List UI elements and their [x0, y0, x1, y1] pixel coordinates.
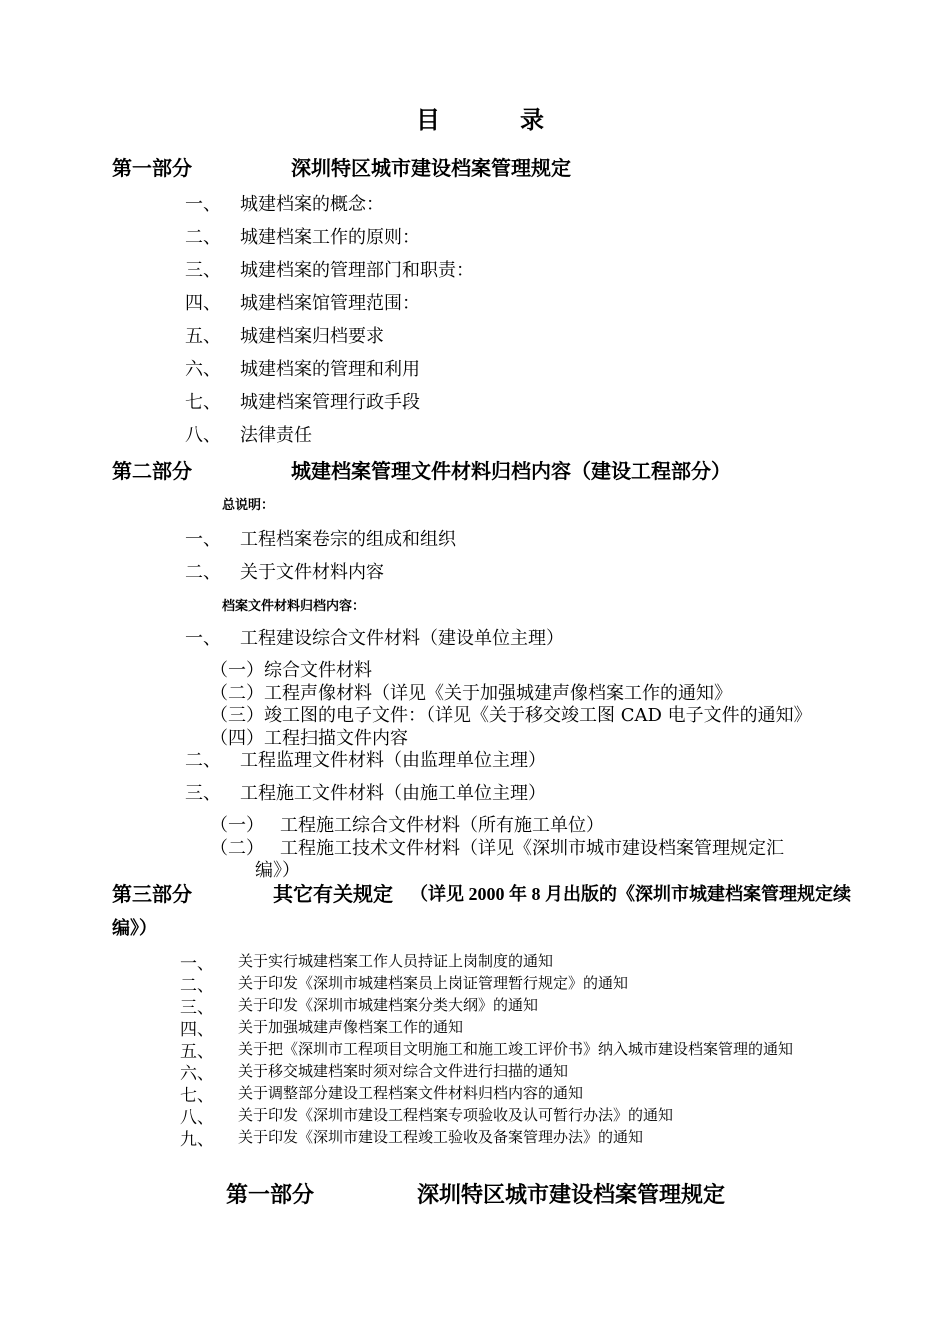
- part1-item-num: 四、: [185, 293, 221, 314]
- general-item-text: 关于文件材料内容: [240, 562, 384, 583]
- general-item-text: 工程档案卷宗的组成和组织: [240, 529, 456, 550]
- construction-subitem-num: （一）: [210, 815, 264, 836]
- filing-item-num: 三、: [185, 783, 221, 804]
- regulation-item-text: 关于印发《深圳市城建档案员上岗证管理暂行规定》的通知: [238, 974, 629, 992]
- regulation-item-text: 关于印发《深圳市城建档案分类大纲》的通知: [238, 996, 539, 1014]
- part1-item-num: 七、: [185, 392, 221, 413]
- regulation-item-text: 关于调整部分建设工程档案文件材料归档内容的通知: [238, 1084, 584, 1102]
- filing-subitem: （一）综合文件材料: [210, 660, 372, 681]
- part2-title: 城建档案管理文件材料归档内容（建设工程部分）: [291, 459, 731, 483]
- part1-item-num: 六、: [185, 359, 221, 380]
- regulation-item-num: 七、: [180, 1086, 214, 1106]
- general-note-heading: 总说明：: [222, 498, 275, 513]
- part3-title-continuation: 编》）: [112, 918, 157, 938]
- filing-item-num: 一、: [185, 628, 221, 649]
- regulation-item-num: 四、: [180, 1020, 214, 1040]
- part1-item-num: 五、: [185, 326, 221, 347]
- part2-label: 第二部分: [112, 459, 192, 483]
- regulation-item-text: 关于印发《深圳市建设工程档案专项验收及认可暂行办法》的通知: [238, 1106, 674, 1124]
- construction-subitem-text: 工程施工综合文件材料（所有施工单位）: [280, 815, 604, 836]
- part1-item-text: 城建档案馆管理范围：: [240, 293, 420, 314]
- regulation-item-num: 六、: [180, 1064, 214, 1084]
- section-heading-label: 第一部分: [226, 1183, 315, 1208]
- part1-item-text: 城建档案的概念：: [240, 194, 384, 215]
- general-item-num: 二、: [185, 562, 221, 583]
- part1-item-text: 城建档案工作的原则：: [240, 227, 420, 248]
- part1-label: 第一部分: [112, 156, 192, 180]
- part3-label: 第三部分: [112, 882, 192, 906]
- general-item-num: 一、: [185, 529, 221, 550]
- construction-subitem-num: （二）: [210, 838, 264, 859]
- part3-title: 其它有关规定: [273, 882, 393, 906]
- regulation-item-text: 关于加强城建声像档案工作的通知: [238, 1018, 464, 1036]
- regulation-item-num: 八、: [180, 1108, 214, 1128]
- regulation-item-text: 关于实行城建档案工作人员持证上岗制度的通知: [238, 952, 554, 970]
- filing-item-num: 二、: [185, 750, 221, 771]
- filing-subitem: （二）工程声像材料（详见《关于加强城建声像档案工作的通知》: [210, 683, 732, 704]
- toc-title-left: 目: [416, 106, 440, 134]
- regulation-item-num: 一、: [180, 954, 214, 974]
- filing-item-text: 工程监理文件材料（由监理单位主理）: [240, 750, 546, 771]
- part1-title: 深圳特区城市建设档案管理规定: [291, 156, 571, 180]
- regulation-item-text: 关于移交城建档案时须对综合文件进行扫描的通知: [238, 1062, 569, 1080]
- filing-subitem: （三）竣工图的电子文件：（详见《关于移交竣工图 CAD 电子文件的通知》: [210, 705, 812, 726]
- part1-item-text: 城建档案管理行政手段: [240, 392, 420, 413]
- filing-item-text: 工程建设综合文件材料（建设单位主理）: [240, 628, 564, 649]
- part1-item-text: 城建档案归档要求: [240, 326, 384, 347]
- construction-subitem-text: 工程施工技术文件材料（详见《深圳市城市建设档案管理规定汇: [280, 838, 784, 859]
- filing-subitem: （四）工程扫描文件内容: [210, 728, 408, 749]
- filing-content-heading: 档案文件材料归档内容：: [222, 599, 366, 614]
- toc-title-right: 录: [520, 106, 544, 134]
- regulation-item-text: 关于把《深圳市工程项目文明施工和施工竣工评价书》纳入城市建设档案管理的通知: [238, 1040, 794, 1058]
- section-heading-title: 深圳特区城市建设档案管理规定: [417, 1183, 726, 1208]
- regulation-item-num: 五、: [180, 1042, 214, 1062]
- regulation-item-num: 九、: [180, 1130, 214, 1150]
- part1-item-num: 二、: [185, 227, 221, 248]
- regulation-item-num: 三、: [180, 998, 214, 1018]
- part1-item-num: 一、: [185, 194, 221, 215]
- regulation-item-num: 二、: [180, 976, 214, 996]
- part3-title-detail: （详见 2000 年 8 月出版的《深圳市城建档案管理规定续: [410, 884, 851, 904]
- construction-subitem-continuation: 编》）: [255, 860, 300, 881]
- part1-item-text: 城建档案的管理和利用: [240, 359, 420, 380]
- filing-item-text: 工程施工文件材料（由施工单位主理）: [240, 783, 546, 804]
- part1-item-text: 城建档案的管理部门和职责：: [240, 260, 474, 281]
- part1-item-num: 八、: [185, 425, 221, 446]
- part1-item-text: 法律责任: [240, 425, 312, 446]
- regulation-item-text: 关于印发《深圳市建设工程竣工验收及备案管理办法》的通知: [238, 1128, 644, 1146]
- part1-item-num: 三、: [185, 260, 221, 281]
